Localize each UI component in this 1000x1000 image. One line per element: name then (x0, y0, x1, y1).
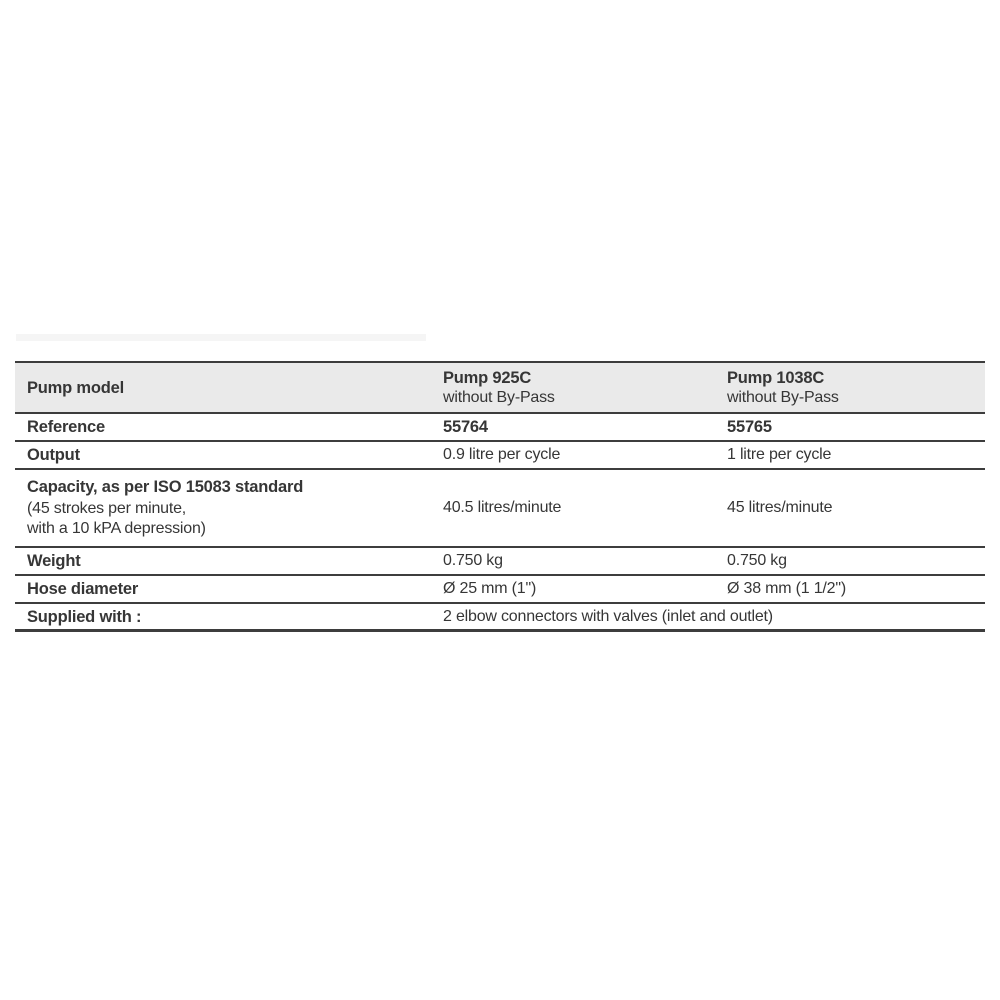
capacity-label-cell (15, 470, 431, 546)
capacity-value-1038c: 45 litres/minute (727, 499, 833, 516)
supplied-with-label: Supplied with : (27, 607, 142, 626)
table-row-weight (15, 548, 985, 576)
pump-spec-table (15, 361, 985, 632)
pump-model-label: Pump model (27, 378, 125, 397)
hose-diameter-value-1038c: Ø 38 mm (1 1/2") (727, 580, 846, 597)
output-value-925c: 0.9 litre per cycle (443, 446, 561, 463)
table-row-reference (15, 414, 985, 442)
reference-number-925c: 55764 (443, 418, 488, 436)
scan-artifact (16, 334, 426, 341)
hose-diameter-label-cell (15, 576, 431, 602)
header-cell-pump-925c (431, 363, 715, 412)
weight-value-925c: 0.750 kg (443, 552, 503, 569)
capacity-label-sub1: (45 strokes per minute, (27, 499, 187, 517)
weight-value-1038c: 0.750 kg (727, 552, 787, 569)
pump-1038c-title: Pump 1038C (727, 368, 825, 387)
output-value-1038c: 1 litre per cycle (727, 446, 832, 463)
reference-label: Reference (27, 418, 105, 436)
capacity-value-925c: 40.5 litres/minute (443, 499, 562, 516)
capacity-label-sub2: with a 10 kPA depression) (27, 520, 206, 537)
table-header-row (15, 363, 985, 414)
weight-label: Weight (27, 552, 81, 570)
hose-diameter-label: Hose diameter (27, 580, 139, 598)
reference-value-925c (431, 414, 715, 440)
table-row-output (15, 442, 985, 470)
pump-925c-subtitle: without By-Pass (443, 388, 555, 406)
output-label-cell (15, 442, 431, 468)
supplied-with-label-cell (15, 604, 431, 629)
header-cell-pump-model (15, 363, 431, 412)
supplied-with-value: 2 elbow connectors with valves (inlet and outlet) (443, 607, 773, 625)
pump-925c-title: Pump 925C (443, 368, 532, 387)
reference-label-cell (15, 414, 431, 440)
table-row-capacity (15, 470, 985, 548)
output-label: Output (27, 446, 80, 464)
table-row-supplied-with (15, 604, 985, 629)
reference-value-1038c (715, 414, 985, 440)
weight-label-cell (15, 548, 431, 574)
pump-1038c-subtitle: without By-Pass (727, 388, 839, 406)
hose-diameter-value-925c: Ø 25 mm (1") (443, 580, 537, 597)
reference-number-1038c: 55765 (727, 418, 772, 436)
capacity-label: Capacity, as per ISO 15083 standard (27, 478, 304, 496)
header-cell-pump-1038c (715, 363, 985, 412)
table-row-hose-diameter (15, 576, 985, 604)
